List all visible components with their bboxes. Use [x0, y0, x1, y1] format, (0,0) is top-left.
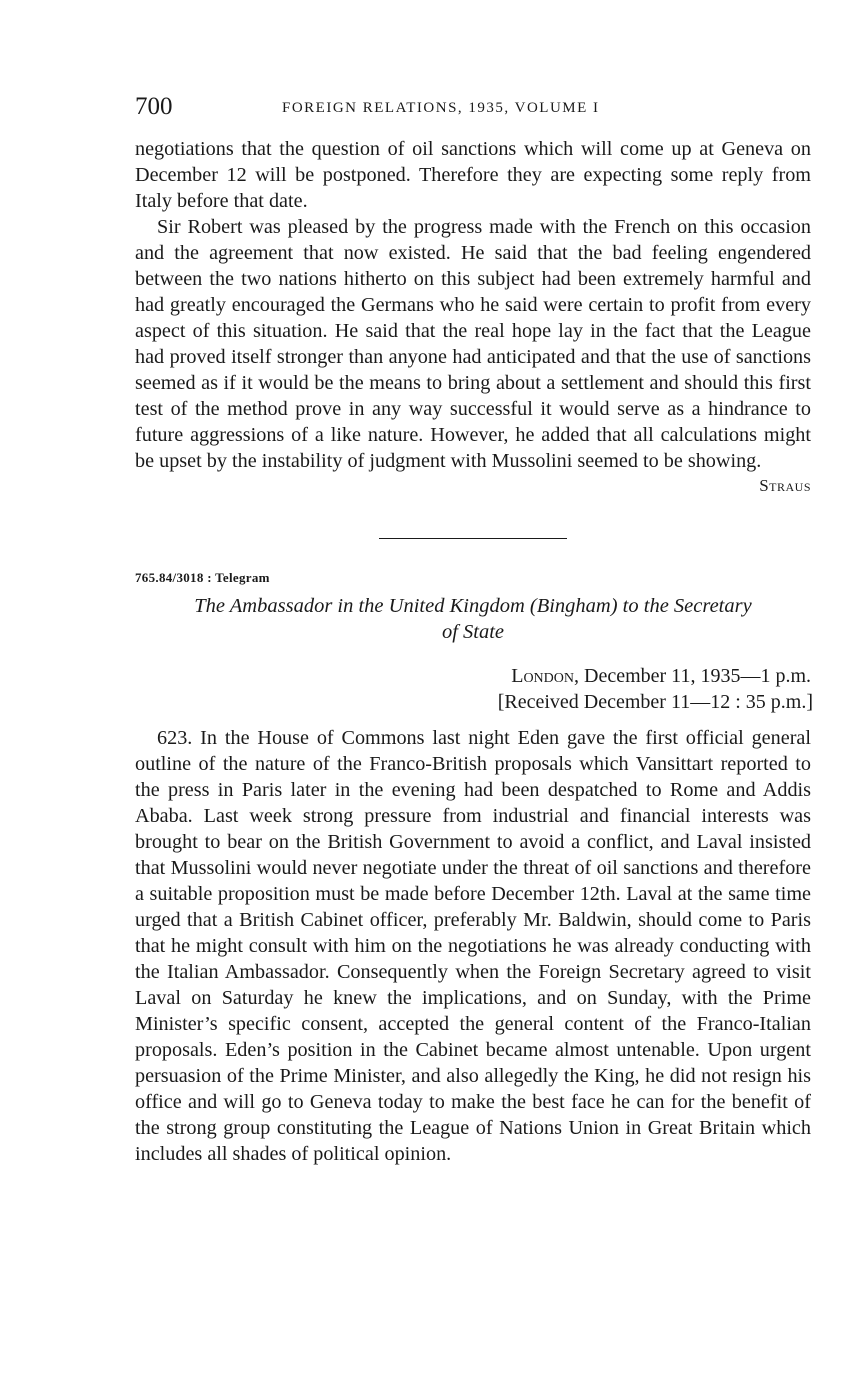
- dateline-date: , December 11, 1935—1 p.m.: [574, 665, 811, 687]
- continued-document: [135, 136, 811, 498]
- page-number: 700: [135, 93, 173, 120]
- received-line: [Received December 11—12 : 35 p.m.]: [497, 691, 813, 713]
- section-divider: [379, 538, 567, 539]
- document-title: [135, 593, 811, 645]
- running-head: [135, 92, 811, 126]
- signature: Straus: [759, 476, 811, 495]
- telegram-paragraph: 623. In the House of Commons last night Eden gave the first official general outline of the nature of the Franco-British proposals which Vansittart reported to the press in Paris later in the evening had been despatched to Rome and Addis Ababa. Last week strong pressure from industrial and financial interests was brought to bear on the British Government to avoid a conflict, and Laval insisted that Mussolini would never negotiate under the threat of oil sanctions and therefore a suitable proposition must be made before December 12th. Laval at the same time urged that a British Cabinet officer, preferably Mr. Baldwin, should come to Paris that he might consult with him on the negotiations he was already conducting with the Italian Ambassador. Consequently when the Foreign Secretary agreed to visit Laval on Saturday he knew the implications, and on Sunday, with the Prime Minister’s specific consent, accepted the general content of the Franco-Italian proposals. Eden’s position in the Cabinet became almost untenable. Upon urgent persuasion of the Prime Minister, and also allegedly the King, he did not resign his office and will go to Geneva today to make the best face he can for the benefit of the strong group constituting the League of Nations Union in Great Britain which includes all shades of political opinion.: [135, 727, 811, 1165]
- document-title-line-1: The Ambassador in the United Kingdom (Bingham) to the Secretary: [194, 595, 752, 617]
- dateline: [135, 663, 811, 689]
- dateline-place: London: [511, 665, 575, 687]
- running-title: FOREIGN RELATIONS, 1935, VOLUME I: [282, 100, 600, 116]
- document-page: [135, 92, 811, 1167]
- file-reference: 765.84/3018 : Telegram: [135, 570, 270, 585]
- continued-paragraph-1: negotiations that the question of oil sanctions which will come up at Geneva on December 12 will be postponed. Therefore they are expecting some reply from Italy before that date.: [135, 138, 811, 212]
- document-title-line-2: of State: [441, 621, 505, 643]
- continued-paragraph-2: Sir Robert was pleased by the progress made with the French on this occasion and the agreement that now existed. He said that the bad feeling engendered between the two nations hitherto on this subject had been extremely harmful and had greatly encouraged the Germans who he said were certain to profit from every aspect of this situation. He said that the real hope lay in the fact that the League had proved itself stronger than anyone had anticipated and that the use of sanctions seemed as if it would be the means to bring about a settlement and should this first test of the method prove in any way successful it would serve as a hindrance to future aggressions of a like nature. However, he added that all calculations might be upset by the instability of judgment with Mussolini seemed to be showing.: [135, 216, 811, 472]
- telegram-body: [135, 725, 811, 1167]
